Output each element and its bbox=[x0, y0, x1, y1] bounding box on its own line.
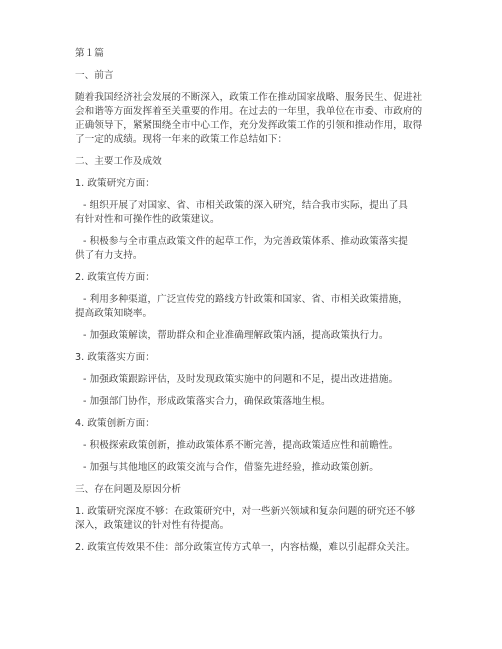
bullet-paragraph bbox=[75, 293, 435, 321]
bullet-line: 供了有力支持。 bbox=[75, 250, 143, 261]
preface-paragraph bbox=[75, 91, 435, 147]
item-title: 1. 政策研究方面： bbox=[75, 178, 155, 189]
bullet-line: 提高政策知晓率。 bbox=[75, 308, 153, 319]
problem-paragraph bbox=[75, 505, 435, 533]
preface-line: 随着我国经济社会发展的不断深入，政策工作在推动国家战略、服务民生、促进社 bbox=[75, 92, 423, 103]
preface-heading: 一、前言 bbox=[75, 70, 114, 81]
bullet-line: - 积极探索政策创新，推动政策体系不断完善，提高政策适应性和前瞻性。 bbox=[83, 440, 399, 451]
section-title: 第１篇 bbox=[75, 48, 104, 59]
bullet-line: - 积极参与全市重点政策文件的起草工作，为完善政策体系、推动政策落实提 bbox=[83, 236, 408, 247]
bullet-paragraph bbox=[75, 235, 435, 263]
bullet-line: - 加强与其他地区的政策交流与合作，借鉴先进经验，推动政策创新。 bbox=[83, 462, 379, 473]
item-title: 4. 政策创新方面： bbox=[75, 418, 155, 429]
preface-line: 了一定的成绩。现将一年来的政策工作总结如下： bbox=[75, 134, 288, 145]
bullet-paragraph bbox=[75, 395, 435, 409]
bullet-line: - 利用多种渠道，广泛宣传党的路线方针政策和国家、省、市相关政策措施， bbox=[83, 294, 408, 305]
bullet-paragraph bbox=[75, 439, 435, 453]
document-body bbox=[75, 47, 435, 563]
bullet-paragraph bbox=[75, 329, 435, 343]
problem-line: 1. 政策研究深度不够：在政策研究中，对一些新兴领域和复杂问题的研究还不够 bbox=[75, 506, 416, 517]
item-title: 3. 政策落实方面： bbox=[75, 352, 155, 363]
problem-paragraph bbox=[75, 541, 435, 555]
preface-line: 正确领导下，紧紧围绕全市中心工作，充分发挥政策工作的引领和推动作用，取得 bbox=[75, 120, 423, 131]
problem-line: 2. 政策宣传效果不佳：部分政策宣传方式单一，内容枯燥，难以引起群众关注。 bbox=[75, 542, 416, 553]
bullet-paragraph bbox=[75, 373, 435, 387]
bullet-line: - 组织开展了对国家、省、市相关政策的深入研究，结合我市实际，提出了具 bbox=[83, 200, 408, 211]
item-title: 2. 政策宣传方面： bbox=[75, 272, 155, 283]
main-heading: 二、主要工作及成效 bbox=[75, 156, 162, 167]
preface-line: 会和谐等方面发挥着至关重要的作用。在过去的一年里，我单位在市委、市政府的 bbox=[75, 106, 423, 117]
bullet-line: - 加强政策解读，帮助群众和企业准确理解政策内涵，提高政策执行力。 bbox=[83, 330, 389, 341]
bullet-line: - 加强部门协作，形成政策落实合力，确保政策落地生根。 bbox=[83, 396, 331, 407]
bullet-paragraph bbox=[75, 199, 435, 227]
problem-line: 深入，政策建议的针对性有待提高。 bbox=[75, 520, 230, 531]
problems-heading: 三、存在问题及原因分析 bbox=[75, 484, 182, 495]
bullet-line: - 加强政策跟踪评估，及时发现政策实施中的问题和不足，提出改进措施。 bbox=[83, 374, 399, 385]
bullet-paragraph bbox=[75, 461, 435, 475]
bullet-line: 有针对性和可操作性的政策建议。 bbox=[75, 214, 220, 225]
